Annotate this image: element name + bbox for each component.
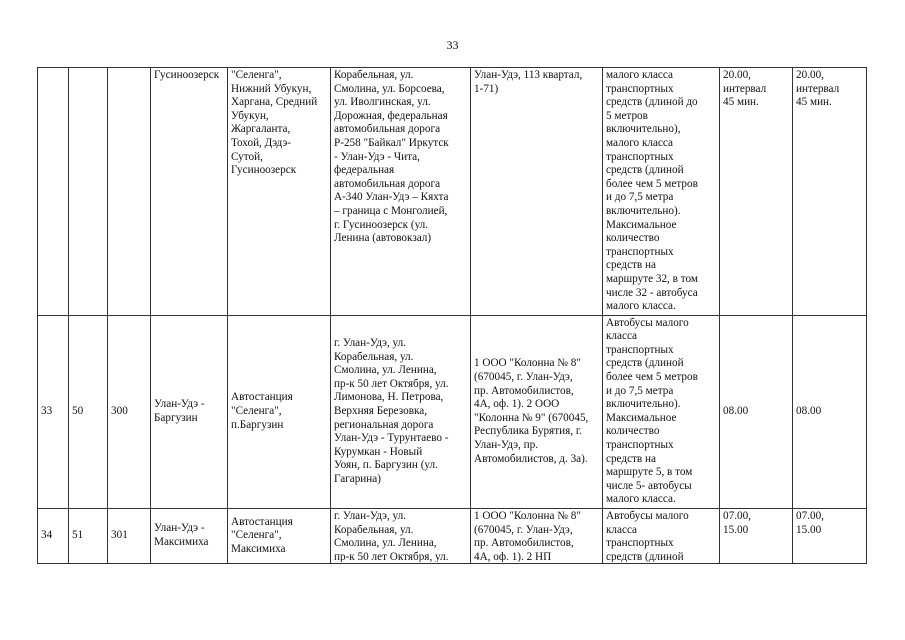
table-row [38, 315, 867, 508]
cell-route-name: Улан-Удэ - Максимиха [151, 509, 228, 564]
cell-registry: 51 [69, 509, 108, 564]
table-row [38, 68, 867, 316]
cell-vehicles: Автобусы малого класса транспортных средств (длиной [603, 509, 720, 564]
cell-route: 300 [108, 315, 151, 508]
cell-registry: 50 [69, 315, 108, 508]
table-row [38, 509, 867, 564]
cell-route: 301 [108, 509, 151, 564]
cell-number [38, 68, 69, 316]
cell-stops: Автостанция "Селенга", Максимиха [228, 509, 331, 564]
cell-carrier: Улан-Удэ, 113 квартал, 1-71) [471, 68, 603, 316]
cell-time-b: 08.00 [793, 315, 867, 508]
cell-time-a: 20.00, интервал 45 мин. [720, 68, 793, 316]
cell-route-name: Гусиноозерск [151, 68, 228, 316]
cell-time-b: 07.00, 15.00 [793, 509, 867, 564]
cell-number: 33 [38, 315, 69, 508]
cell-streets: Корабельная, ул. Смолина, ул. Борсоева, ул. Иволгинская, ул. Дорожная, федеральная автомобильная дорога Р-258 "Байкал" Иркутск - Улан-Удэ - Чита, федеральная автомобильная дорога А-340 Улан-Удэ – Кяхта – граница с Монголией, г. Гусиноозерск (ул. Ленина (автовокзал) [331, 68, 471, 316]
cell-stops: Автостанция "Селенга", п.Баргузин [228, 315, 331, 508]
cell-streets: г. Улан-Удэ, ул. Корабельная, ул. Смолина, ул. Ленина, пр-к 50 лет Октября, ул. Лимонова, Н. Петрова, Верхняя Березовка, региональная дорога Улан-Удэ - Турунтаево - Курумкан - Новый Уоян, п. Баргузин (ул. Гагарина) [331, 315, 471, 508]
cell-time-a: 07.00, 15.00 [720, 509, 793, 564]
cell-time-b: 20.00, интервал 45 мин. [793, 68, 867, 316]
cell-carrier: 1 ООО "Колонна № 8" (670045, г. Улан-Удэ, пр. Автомобилистов, 4А, оф. 1). 2 ООО "Колонна № 9" (670045, Республика Бурятия, г. Улан-Удэ, пр. Автомобилистов, д. 3а). [471, 315, 603, 508]
cell-vehicles: малого класса транспортных средств (длиной до 5 метров включительно), малого класса транспортных средств (длиной более чем 5 метров и до 7,5 метра включительно). Максимальное количество транспортных средств на маршруте 32, в том числе 32 - автобуса малого класса. [603, 68, 720, 316]
cell-time-a: 08.00 [720, 315, 793, 508]
cell-registry [69, 68, 108, 316]
routes-table [37, 67, 867, 564]
cell-stops: "Селенга", Нижний Убукун, Харгана, Средний Убукун, Жаргаланта, Тохой, Дэдэ- Сутой, Гусиноозерск [228, 68, 331, 316]
cell-route-name: Улан-Удэ - Баргузин [151, 315, 228, 508]
cell-vehicles: Автобусы малого класса транспортных средств (длиной более чем 5 метров и до 7,5 метра включительно). Максимальное количество транспортных средств на маршруте 5, в том числе 5- автобусы малого класса. [603, 315, 720, 508]
cell-number: 34 [38, 509, 69, 564]
page-number: 33 [446, 38, 459, 52]
cell-route [108, 68, 151, 316]
cell-carrier: 1 ООО "Колонна № 8" (670045, г. Улан-Удэ, пр. Автомобилистов, 4А, оф. 1). 2 НП [471, 509, 603, 564]
cell-streets: г. Улан-Удэ, ул. Корабельная, ул. Смолина, ул. Ленина, пр-к 50 лет Октября, ул. [331, 509, 471, 564]
